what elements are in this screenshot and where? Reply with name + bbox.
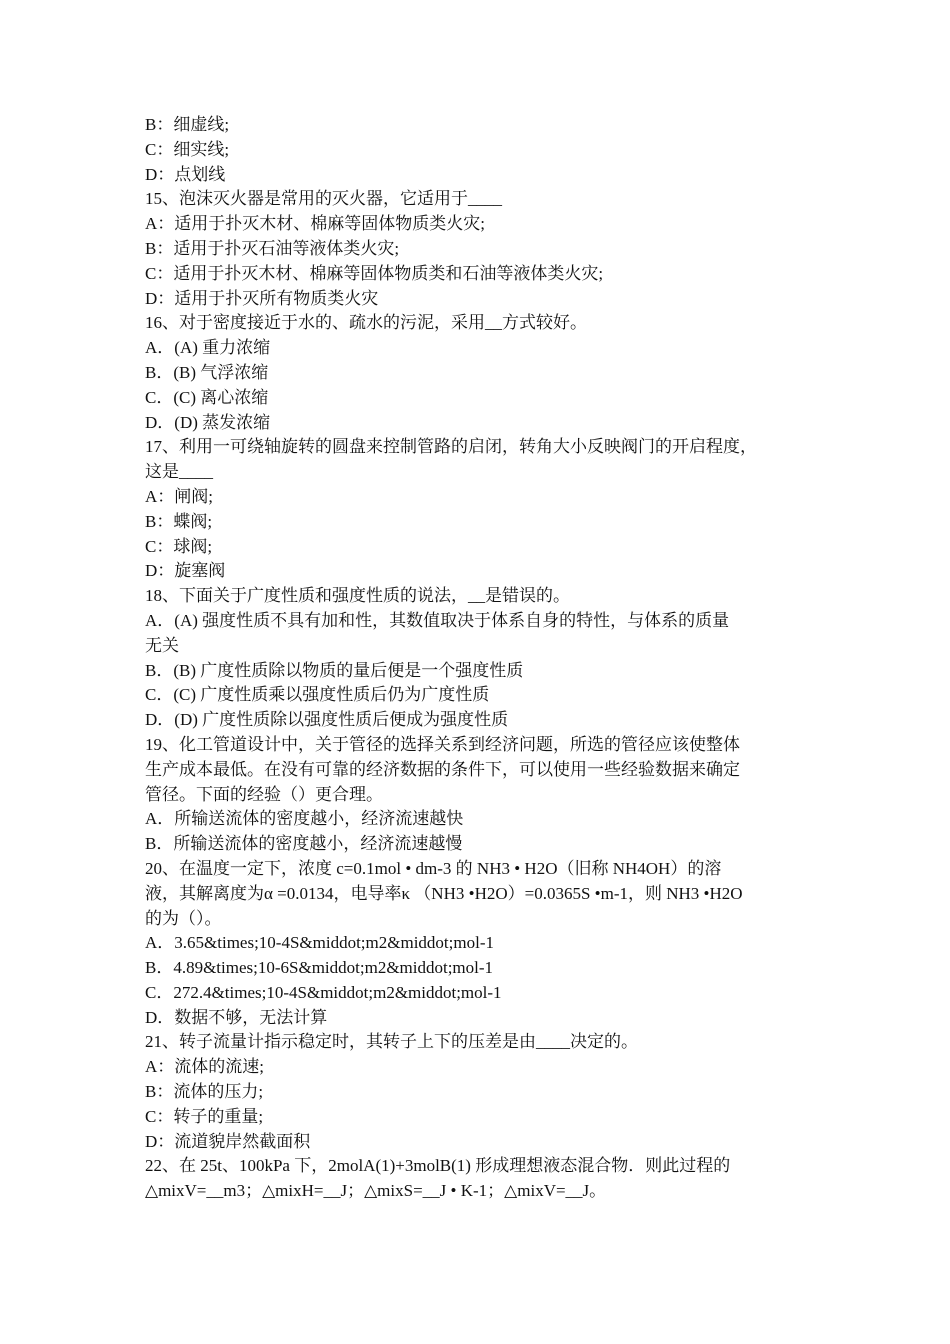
question-line: 20、在温度一定下，浓度 c=0.1mol • dm-3 的 NH3 • H2O（旧称 NH4OH）的溶 [145,858,722,878]
document-page [145,113,807,1204]
option-line: A．3.65&times;10-4S&middot;m2&middot;mol-1 [145,933,494,953]
question-line: △mixV=__m3；△mixH=__J；△mixS=__J • K-1；△mixV=__J。 [145,1181,607,1201]
question-line: 的为（）。 [145,908,222,928]
option-line: D：流道貌岸然截面积 [145,1131,311,1151]
option-line: D．数据不够，无法计算 [145,1007,328,1027]
question-line: 17、利用一可绕轴旋转的圆盘来控制管路的启闭，转角大小反映阀门的开启程度， [145,437,757,457]
option-line: C．272.4&times;10-4S&middot;m2&middot;mol-1 [145,982,502,1002]
question-line: 19、化工管道设计中，关于管径的选择关系到经济问题，所选的管径应该使整体 [145,734,740,754]
question-line: 22、在 25t、100kPa 下，2molA(1)+3molB(1) 形成理想液态混合物．则此过程的 [145,1156,731,1176]
option-line: B．(B) 气浮浓缩 [145,362,269,382]
option-line: C：细实线; [145,139,230,159]
option-line: B．所输送流体的密度越小，经济流速越慢 [145,834,463,854]
question-line: 18、下面关于广度性质和强度性质的说法，__是错误的。 [145,586,570,606]
option-line: D：点划线 [145,164,226,184]
option-line: A．(A) 强度性质不具有加和性，其数值取决于体系自身的特性，与体系的质量 [145,610,730,630]
option-line: B．4.89&times;10-6S&middot;m2&middot;mol-1 [145,958,494,978]
option-line: A：流体的流速; [145,1057,264,1077]
question-line: 生产成本最低。在没有可靠的经济数据的条件下，可以使用一些经验数据来确定 [145,759,740,779]
option-line: C．(C) 广度性质乘以强度性质后仍为广度性质 [145,685,490,705]
option-line: B：细虚线; [145,115,230,134]
option-line: A：适用于扑灭木材、棉麻等固体物质类火灾; [145,214,485,234]
question-line: 16、对于密度接近于水的、疏水的污泥，采用__方式较好。 [145,313,587,333]
option-line: A：闸阀; [145,486,213,506]
option-line: B：蝶阀; [145,511,213,531]
question-line: 液，其解离度为α =0.0134，电导率κ （NH3 •H2O）=0.0365S •m-1，则 NH3 •H2O [145,883,743,903]
option-line: C：球阀; [145,536,213,556]
option-line: D：适用于扑灭所有物质类火灾 [145,288,379,308]
option-line: C：适用于扑灭木材、棉麻等固体物质类和石油等液体类火灾; [145,263,604,283]
option-line: C．(C) 离心浓缩 [145,387,269,407]
question-line: 15、泡沫灭火器是常用的灭火器，它适用于____ [145,189,502,209]
option-line: D：旋塞阀 [145,561,226,581]
question-line: 管径。下面的经验（）更合理。 [145,784,383,804]
option-line: 无关 [145,635,179,655]
option-line: B：适用于扑灭石油等液体类火灾; [145,238,400,258]
option-line: D．(D) 广度性质除以强度性质后便成为强度性质 [145,710,509,730]
option-line: B．(B) 广度性质除以物质的量后便是一个强度性质 [145,660,524,680]
option-line: A．所输送流体的密度越小，经济流速越快 [145,809,464,829]
question-line: 这是____ [145,462,213,482]
option-line: A．(A) 重力浓缩 [145,338,271,358]
question-line: 21、转子流量计指示稳定时，其转子上下的压差是由____决定的。 [145,1032,638,1052]
option-line: C：转子的重量; [145,1106,264,1126]
option-line: D．(D) 蒸发浓缩 [145,412,271,432]
option-line: B：流体的压力; [145,1082,264,1102]
